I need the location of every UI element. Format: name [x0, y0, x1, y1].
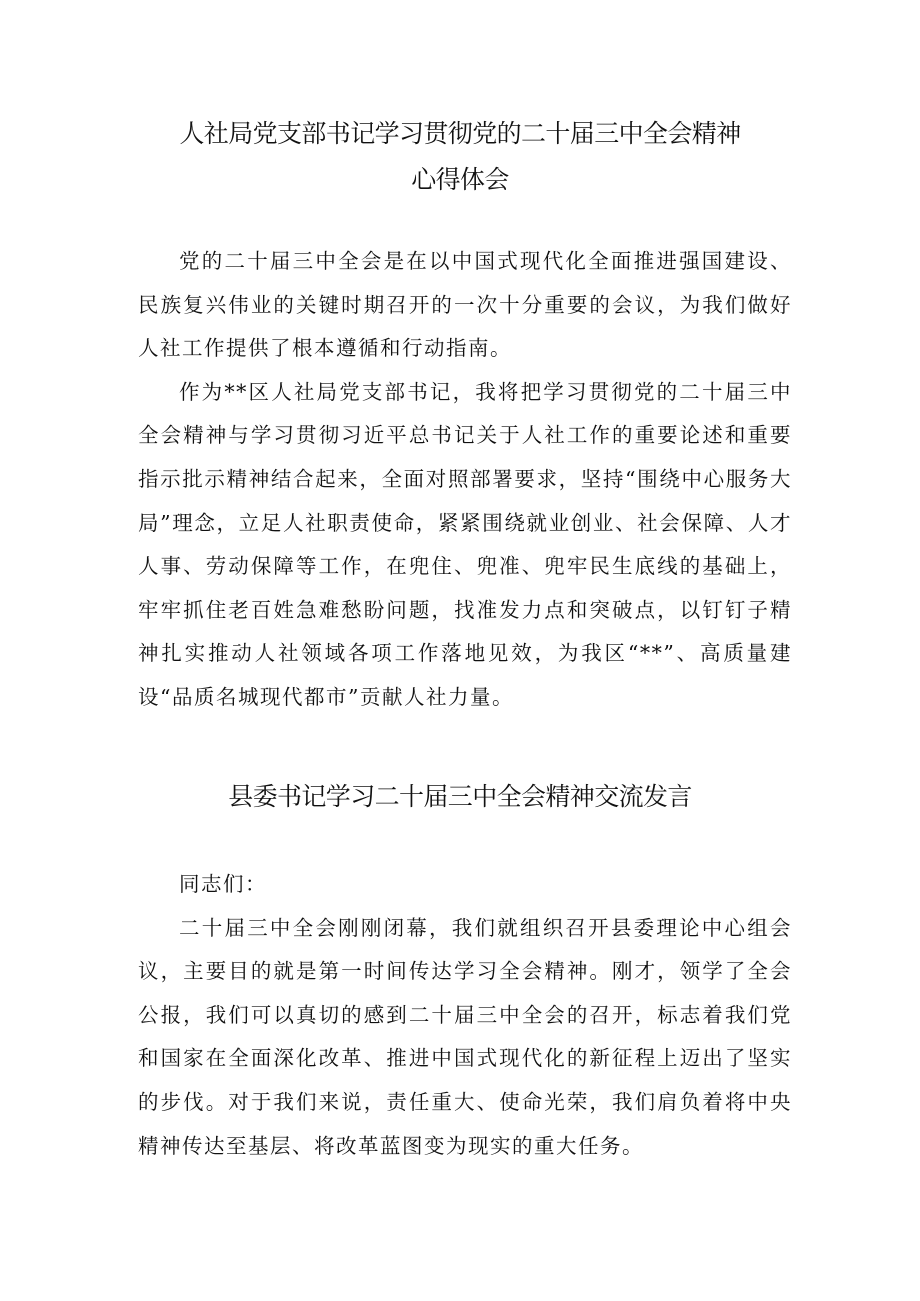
- article2-paragraph-1: 二十届三中全会刚刚闭幕，我们就组织召开县委理论中心组会议，主要目的就是第一时间传达学习全会精神。刚才，领学了全会公报，我们可以真切的感到二十届三中全会的召开，标志着我们党和国家在全面深化改革、推进中国式现代化的新征程上迈出了坚实的步伐。对于我们来说，责任重大、使命光荣，我们肩负着将中央精神传达至基层、将改革蓝图变为现实的重大任务。: [138, 915, 792, 1158]
- article1-title-line1: 人社局党支部书记学习贯彻党的二十届三中全会精神: [179, 119, 741, 148]
- article2-body: [138, 863, 792, 1168]
- article1-title-line2: 心得体会: [411, 165, 509, 194]
- article2-title: 县委书记学习二十届三中全会精神交流发言: [228, 782, 692, 811]
- article2-greeting: 同志们：: [179, 872, 267, 896]
- article1-body: [138, 240, 792, 720]
- article1-paragraph-2: 作为**区人社局党支部书记，我将把学习贯彻党的二十届三中全会精神与学习贯彻习近平总书记关于人社工作的重要论述和重要指示批示精神结合起来，全面对照部署要求，坚持“围绕中心服务大局”理念，立足人社职责使命，紧紧围绕就业创业、社会保障、人才人事、劳动保障等工作，在兜住、兜准、兜牢民生底线的基础上，牢牢抓住老百姓急难愁盼问题，找准发力点和突破点，以钉钉子精神扎实推动人社领域各项工作落地见效，为我区“**”、高质量建设“品质名城现代都市”贡献人社力量。: [138, 379, 792, 709]
- article1-paragraph-1: 党的二十届三中全会是在以中国式现代化全面推进强国建设、民族复兴伟业的关键时期召开的一次十分重要的会议，为我们做好人社工作提供了根本遵循和行动指南。: [138, 249, 792, 361]
